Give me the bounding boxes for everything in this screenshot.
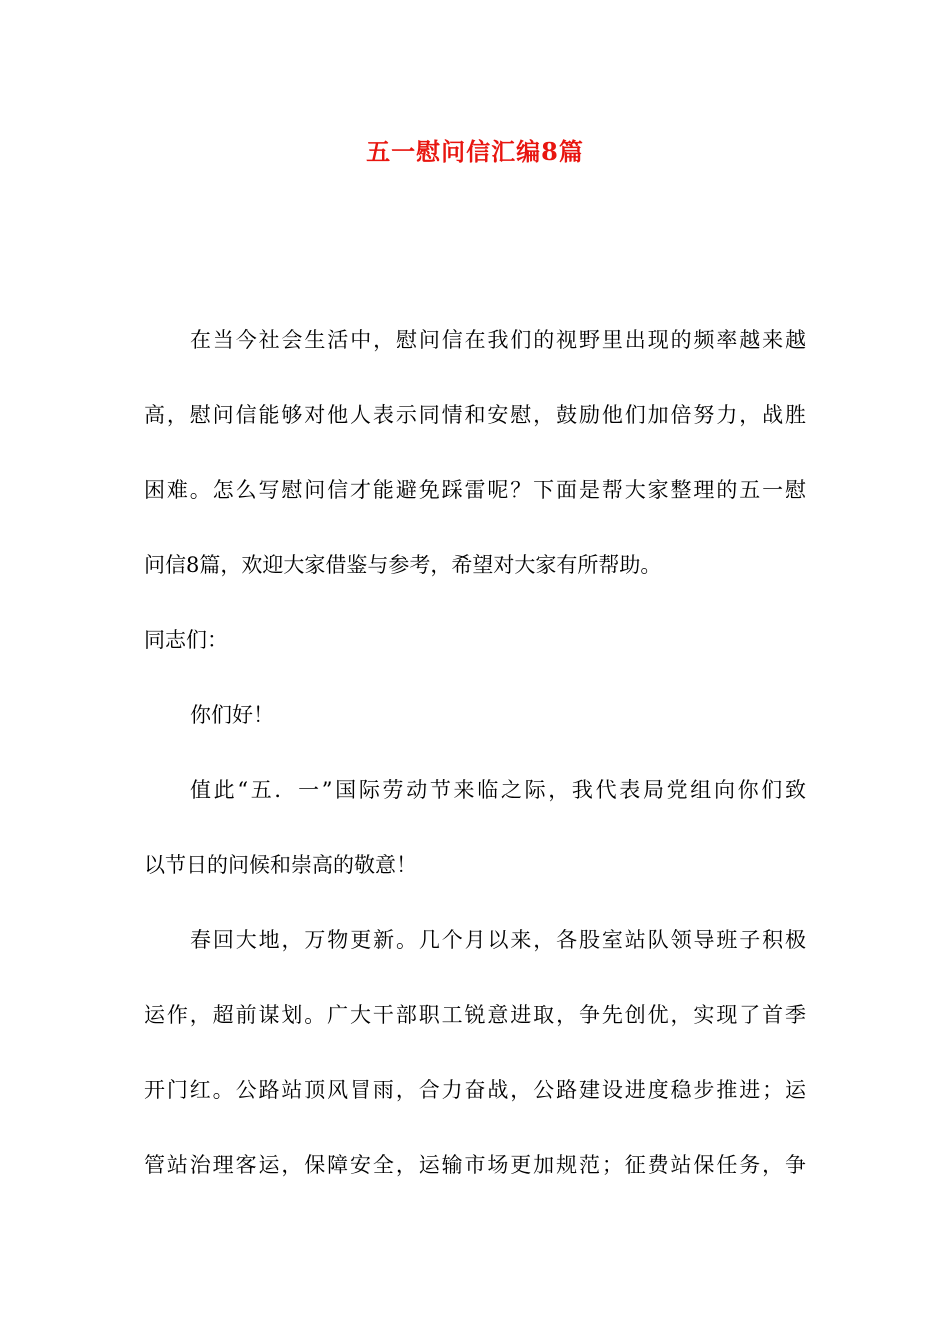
- paragraph-line: 运作，超前谋划。广大干部职工锐意进取，争先创优，实现了首季: [144, 1003, 806, 1027]
- document-title: 五一慰问信汇编8篇: [366, 137, 584, 166]
- paragraph-line: 管站治理客运，保障安全，运输市场更加规范；征费站保任务，争: [144, 1153, 806, 1177]
- paragraph-line: 问信8篇，欢迎大家借鉴与参考，希望对大家有所帮助。: [144, 553, 662, 577]
- paragraph-line: 值此“五．一”国际劳动节来临之际，我代表局党组向你们致: [190, 778, 806, 802]
- greeting-line: 你们好！: [190, 703, 274, 727]
- paragraph-line: 在当今社会生活中，慰问信在我们的视野里出现的频率越来越: [190, 328, 806, 352]
- salutation-line: 同志们：: [144, 628, 228, 652]
- paragraph-line: 以节日的问候和崇高的敬意！: [144, 853, 417, 877]
- paragraph-line: 开门红。公路站顶风冒雨，合力奋战，公路建设进度稳步推进；运: [144, 1078, 806, 1102]
- paragraph-line: 困难。怎么写慰问信才能避免踩雷呢？下面是帮大家整理的五一慰: [144, 478, 806, 502]
- paragraph-line: 春回大地，万物更新。几个月以来，各股室站队领导班子积极: [190, 928, 806, 952]
- paragraph-line: 高，慰问信能够对他人表示同情和安慰，鼓励他们加倍努力，战胜: [144, 403, 806, 427]
